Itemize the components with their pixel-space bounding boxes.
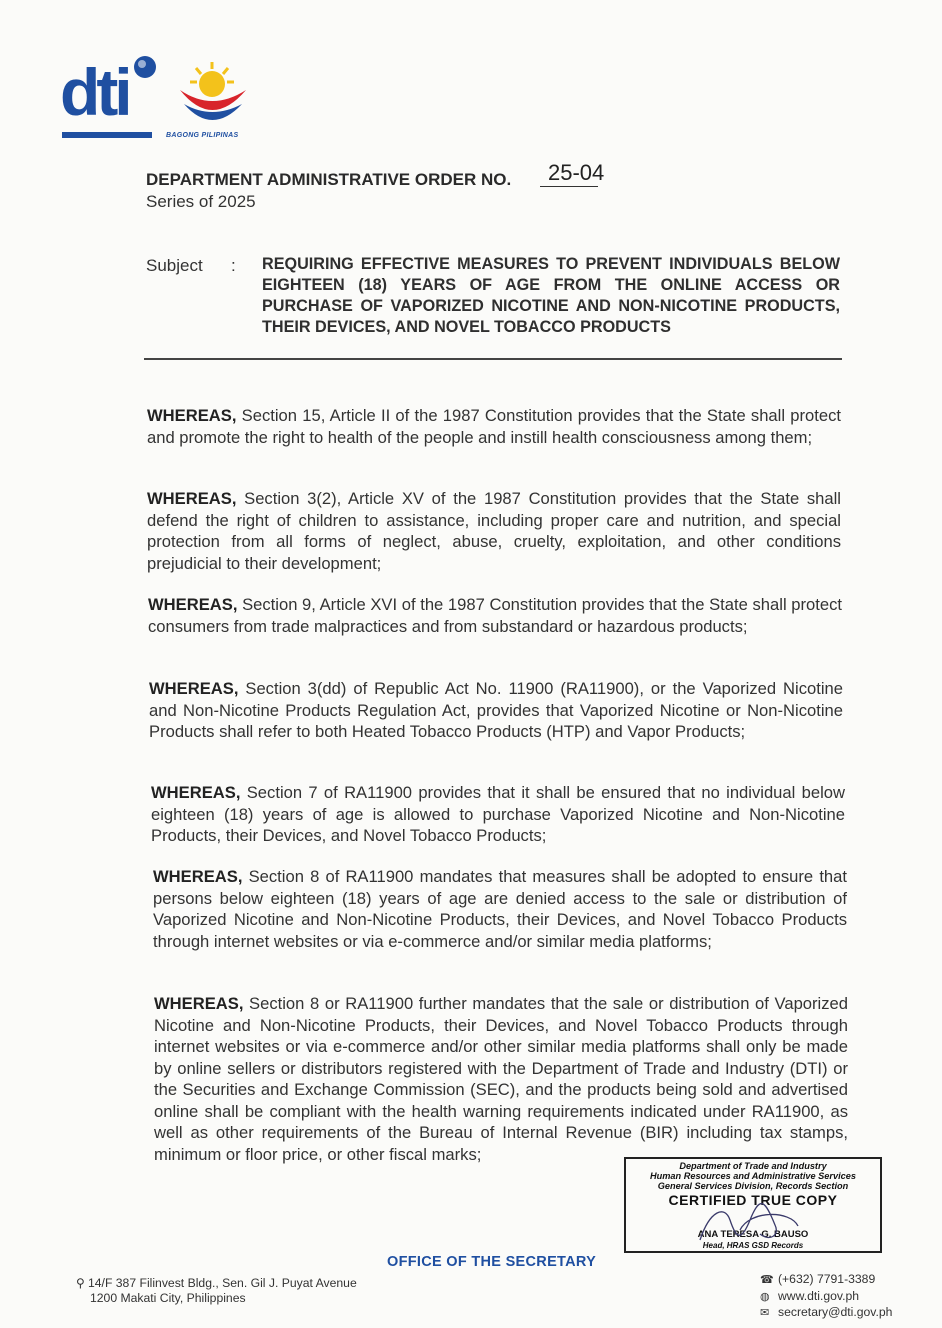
whereas-lead: WHEREAS,	[147, 406, 237, 425]
location-pin-icon: ⚲	[76, 1276, 85, 1290]
whereas-text: Section 8 of RA11900 mandates that measures shall be adopted to ensure that persons below eighteen (18) years of age are denied access to the sale or distribution of Vaporized Nicotine and Non-Nicotine Products, their Devices, and Novel Tobacco Products through internet websites or via e-commerce and/or similar media platforms;	[153, 867, 847, 951]
signature-icon	[680, 1190, 810, 1250]
address-line-1: 14/F 387 Filinvest Bldg., Sen. Gil J. Puyat Avenue	[88, 1276, 357, 1290]
whereas-text: Section 8 or RA11900 further mandates that the sale or distribution of Vaporized Nicotine and Non-Nicotine Products, their Devices, and Novel Tobacco Products through internet websites or via e-commerce and/or other similar media platforms shall only be made by online sellers or distributors registered with the Department of Trade and Industry (DTI) or the Securities and Exchange Commission (SEC), and the products being sold and advertised online shall be compliant with the health warning requirements indicated under RA11900, as well as other requirements of the Bureau of Internal Revenue (BIR) including tax stamps, minimum or floor price, or other fiscal marks;	[154, 994, 848, 1164]
stamp-signatory-position: Head, HRAS GSD Records	[702, 1241, 804, 1250]
footer-address	[76, 1276, 357, 1306]
whereas-lead: WHEREAS,	[151, 783, 241, 802]
footer-contact	[760, 1272, 892, 1322]
stamp-signatory-name: ANA TERESA G. BAUSO	[697, 1229, 809, 1240]
footer-website[interactable]: www.dti.gov.ph	[778, 1288, 860, 1303]
order-series: Series of 2025	[146, 192, 256, 211]
order-title: DEPARTMENT ADMINISTRATIVE ORDER NO.	[146, 170, 512, 189]
whereas-text: Section 15, Article II of the 1987 Constitution provides that the State shall protect and promote the right to health of the people and instill health consciousness among them;	[147, 406, 841, 447]
bagong-pilipinas-emblem-icon	[172, 60, 252, 132]
whereas-paragraph-4	[149, 678, 843, 743]
address-line-2: 1200 Makati City, Philippines	[90, 1291, 246, 1305]
whereas-paragraph-2	[147, 488, 841, 574]
whereas-lead: WHEREAS,	[153, 867, 243, 886]
whereas-lead: WHEREAS,	[149, 679, 239, 698]
subject-colon: :	[231, 256, 236, 275]
globe-icon: ◍	[760, 1290, 770, 1303]
whereas-lead: WHEREAS,	[148, 595, 238, 614]
whereas-text: Section 7 of RA11900 provides that it shall be ensured that no individual below eighteen (18) years of age is allowed to purchase Vaporized Nicotine and Non-Nicotine Products, their Devices, and Novel Tobacco Products;	[151, 783, 845, 845]
dti-logo	[58, 52, 263, 147]
stamp-line-3: General Services Division, Records Section	[657, 1181, 849, 1191]
logo-underline	[62, 132, 152, 138]
whereas-lead: WHEREAS,	[154, 994, 244, 1013]
subject-text: REQUIRING EFFECTIVE MEASURES TO PREVENT INDIVIDUALS BELOW EIGHTEEN (18) YEARS OF AGE FROM THE ONLINE ACCESS OR PURCHASE OF VAPORIZED NICOTINE AND NON-NICOTINE PRODUCTS, THEIR DEVICES, AND NOVEL TOBACCO PRODUCTS	[262, 255, 840, 336]
stamp-certified-label: CERTIFIED TRUE COPY	[668, 1192, 838, 1208]
order-number: 25-04	[548, 160, 605, 185]
office-of-the-secretary: OFFICE OF THE SECRETARY	[387, 1254, 597, 1270]
stamp-line-1: Department of Trade and Industry	[679, 1161, 827, 1171]
whereas-paragraph-7	[154, 993, 848, 1165]
whereas-paragraph-1	[147, 405, 841, 448]
stamp-line-2: Human Resources and Administrative Services	[650, 1171, 856, 1181]
whereas-paragraph-6	[153, 866, 847, 952]
whereas-paragraph-3	[148, 594, 842, 637]
order-number-underline	[540, 186, 598, 187]
subject-divider	[144, 358, 842, 360]
subject-label: Subject	[146, 256, 203, 275]
envelope-icon: ✉	[760, 1307, 770, 1319]
dti-logo-text: dti	[60, 55, 129, 129]
whereas-text: Section 3(2), Article XV of the 1987 Constitution provides that the State shall defend the right of children to assistance, including proper care and nutrition, and special protection from all forms of neglect, abuse, cruelty, exploitation, and other conditions prejudicial to their development;	[147, 489, 841, 573]
logo-tagline: BAGONG PILIPINAS	[166, 132, 239, 139]
whereas-text: Section 9, Article XVI of the 1987 Constitution provides that the State shall protect consumers from trade malpractices and from substandard or hazardous products;	[148, 595, 842, 636]
footer-phone: (+632) 7791-3389	[778, 1272, 876, 1286]
whereas-paragraph-5	[151, 782, 845, 847]
whereas-text: Section 3(dd) of Republic Act No. 11900 (RA11900), or the Vaporized Nicotine and Non-Nicotine Products Regulation Act, provides that Vaporized Nicotine or Non-Nicotine Products shall refer to both Heated Tobacco Products (HTP) and Vapor Products;	[149, 679, 843, 741]
phone-icon: ☎	[760, 1274, 774, 1286]
globe-icon	[130, 52, 160, 82]
footer-email[interactable]: secretary@dti.gov.ph	[778, 1305, 893, 1319]
whereas-lead: WHEREAS,	[147, 489, 237, 508]
